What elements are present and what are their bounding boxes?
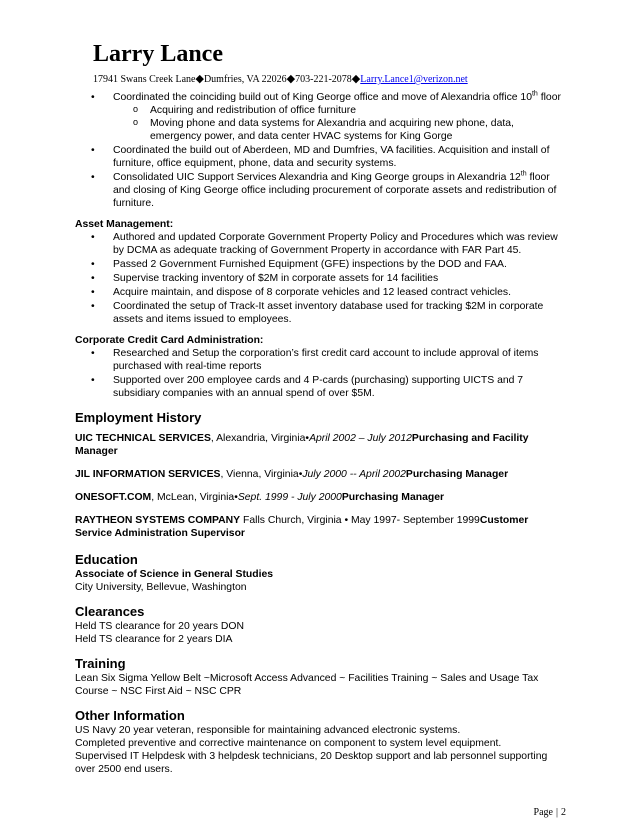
bullet-dot-icon: • <box>305 433 310 444</box>
bullet-dot-icon: • <box>298 469 303 480</box>
credit-card-heading: Corporate Credit Card Administration: <box>75 335 264 346</box>
list-item: • Authored and updated Corporate Government Property Policy and Procedures which was review by DCMA as adequate tracking of Government Property in accordance with FAR Part 45. <box>75 231 567 257</box>
employment-heading: Employment History <box>75 410 202 425</box>
page-label: Page <box>533 807 553 818</box>
list-item: • Acquire maintain, and dispose of 8 corporate vehicles and 12 leased contract vehicles. <box>75 286 567 299</box>
other-info-line: Completed preventive and corrective maintenance on component to system level equipment. <box>75 738 502 749</box>
employment-entry: JIL INFORMATION SERVICES, Vienna, Virginia•July 2000 -- April 2002Purchasing Manager <box>75 469 509 480</box>
other-info-line: US Navy 20 year veteran, responsible for maintaining advanced electronic systems. <box>75 725 461 736</box>
address: 17941 Swans Creek Lane <box>93 74 196 85</box>
list-item: • Passed 2 Government Furnished Equipment (GFE) inspections by the DOD and FAA. <box>75 258 567 271</box>
page-number: 2 <box>561 807 566 818</box>
list-item: • Coordinated the setup of Track-It asset inventory database used for tracking $2M in corporate assets and items issued to employees. <box>75 300 567 326</box>
employment-entry: RAYTHEON SYSTEMS COMPANY Falls Church, Virginia • May 1997- September 1999Customer Service Administration Supervisor <box>75 515 529 539</box>
resume-body <box>75 91 567 776</box>
diamond-separator-icon: ◆ <box>286 73 296 85</box>
asset-management-heading: Asset Management: <box>75 219 174 230</box>
city: Dumfries, VA 22026 <box>203 74 287 85</box>
page-footer <box>534 807 566 818</box>
list-item: • Supported over 200 employee cards and 4 P-cards (purchasing) supporting UICTS and 7 subsidiary companies with an annual spend of over $5M. <box>75 374 567 400</box>
employment-entry: UIC TECHNICAL SERVICES, Alexandria, Virginia•April 2002 – July 2012Purchasing and Facility Manager <box>75 433 529 457</box>
list-item: • Researched and Setup the corporation’s first credit card account to include approval of items purchased with real-time reports <box>75 347 567 373</box>
education-degree: Associate of Science in General Studies <box>75 569 274 580</box>
asset-management-list <box>75 231 567 326</box>
list-item: • Coordinated the build out of Aberdeen, MD and Dumfries, VA facilities. Acquisition and install of furniture, office equipment, phone, data and security systems. <box>75 144 567 170</box>
resume-name: Larry Lance <box>93 41 223 67</box>
training-heading: Training <box>75 656 126 671</box>
bullet-dot-icon: • <box>344 515 349 526</box>
education-school: City University, Bellevue, Washington <box>75 582 247 593</box>
credit-card-list <box>75 347 567 400</box>
list-item: • Consolidated UIC Support Services Alexandria and King George groups in Alexandria 12th floor and closing of King George office including procurement of corporate assets and redistribution of furniture. <box>75 171 567 210</box>
sub-list-item: o Acquiring and redistribution of office furniture <box>113 104 567 117</box>
list-item: • Supervise tracking inventory of $2M in corporate assets for 14 facilities <box>75 272 567 285</box>
list-item: • Coordinated the coinciding build out of King George office and move of Alexandria office 10th floor o Acquiring and redistribution of office furniture o Moving phone and data systems for Alexandria and acquiring new phone, data, emergency power, and data center HVAC systems for King Gorge <box>75 91 567 143</box>
phone: 703-221-2078 <box>295 74 352 85</box>
clearance-line: Held TS clearance for 2 years DIA <box>75 634 233 645</box>
diamond-separator-icon: ◆ <box>351 73 361 85</box>
employment-entry: ONESOFT.COM, McLean, Virginia•Sept. 1999 - July 2000Purchasing Manager <box>75 492 445 503</box>
bullet-dot-icon: • <box>234 492 238 503</box>
sub-list <box>113 104 567 143</box>
other-info-line: Supervised IT Helpdesk with 3 helpdesk technicians, 20 Desktop support and lab personnel supporting over 2500 end users. <box>75 751 548 775</box>
diamond-separator-icon: ◆ <box>195 73 204 85</box>
contact-line <box>93 73 468 86</box>
footer-divider: | <box>555 807 558 818</box>
other-information-heading: Other Information <box>75 708 185 723</box>
facilities-list <box>75 91 567 210</box>
sub-list-item: o Moving phone and data systems for Alexandria and acquiring new phone, data, emergency power, and data center HVAC systems for King Gorge <box>113 117 567 143</box>
clearance-line: Held TS clearance for 20 years DON <box>75 621 245 632</box>
training-text: Lean Six Sigma Yellow Belt ~Microsoft Access Advanced ~ Facilities Training ~ Sales and Usage Tax Course ~ NSC First Aid ~ NSC CPR <box>75 673 539 697</box>
clearances-heading: Clearances <box>75 604 145 619</box>
email-link[interactable]: Larry.Lance1@verizon.net <box>360 74 468 85</box>
education-heading: Education <box>75 552 138 567</box>
